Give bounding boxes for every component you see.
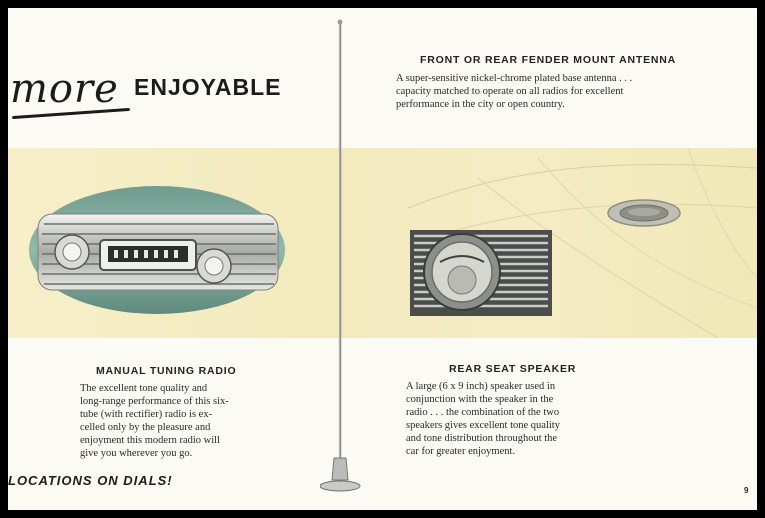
rear-deck-speaker-grille-icon bbox=[606, 196, 682, 230]
speaker-grille-photo bbox=[410, 230, 552, 316]
speaker-description bbox=[406, 380, 560, 458]
antenna-heading: FRONT OR REAR FENDER MOUNT ANTENNA bbox=[420, 54, 677, 66]
speaker-line: radio . . . the combination of the two bbox=[406, 407, 560, 418]
footer-tagline: LOCATIONS ON DIALS! bbox=[8, 473, 173, 488]
radio-line: tube (with rectifier) radio is ex- bbox=[80, 409, 213, 420]
radio-line: long-range performance of this six- bbox=[80, 396, 229, 407]
antenna-description bbox=[396, 72, 632, 111]
radio-heading: MANUAL TUNING RADIO bbox=[96, 365, 237, 377]
speaker-line: speakers gives excellent tone quality bbox=[406, 420, 560, 431]
radio-photo bbox=[28, 184, 286, 316]
brochure-page bbox=[8, 8, 757, 510]
speaker-line: conjunction with the speaker in the bbox=[406, 394, 554, 405]
radio-line: celled only by the pleasure and bbox=[80, 422, 211, 433]
fender-antenna-photo bbox=[320, 18, 370, 494]
speaker-line: A large (6 x 9 inch) speaker used in bbox=[406, 381, 556, 392]
antenna-line: performance in the city or open country. bbox=[396, 99, 565, 110]
radio-line: enjoyment this modern radio will bbox=[80, 435, 220, 446]
antenna-line: capacity matched to operate on all radios for excellent bbox=[396, 86, 624, 97]
page-headline: ENJOYABLE bbox=[134, 74, 282, 100]
speaker-line: and tone distribution throughout the bbox=[406, 433, 558, 444]
radio-line: The excellent tone quality and bbox=[80, 383, 208, 394]
antenna-line: A super-sensitive nickel-chrome plated base antenna . . . bbox=[396, 73, 633, 84]
script-word: more bbox=[10, 66, 119, 112]
radio-description bbox=[80, 382, 229, 460]
speaker-heading: REAR SEAT SPEAKER bbox=[449, 363, 577, 375]
radio-line: give you wherever you go. bbox=[80, 448, 193, 459]
speaker-line: car for greater enjoyment. bbox=[406, 446, 516, 457]
page-number: 9 bbox=[744, 486, 749, 495]
